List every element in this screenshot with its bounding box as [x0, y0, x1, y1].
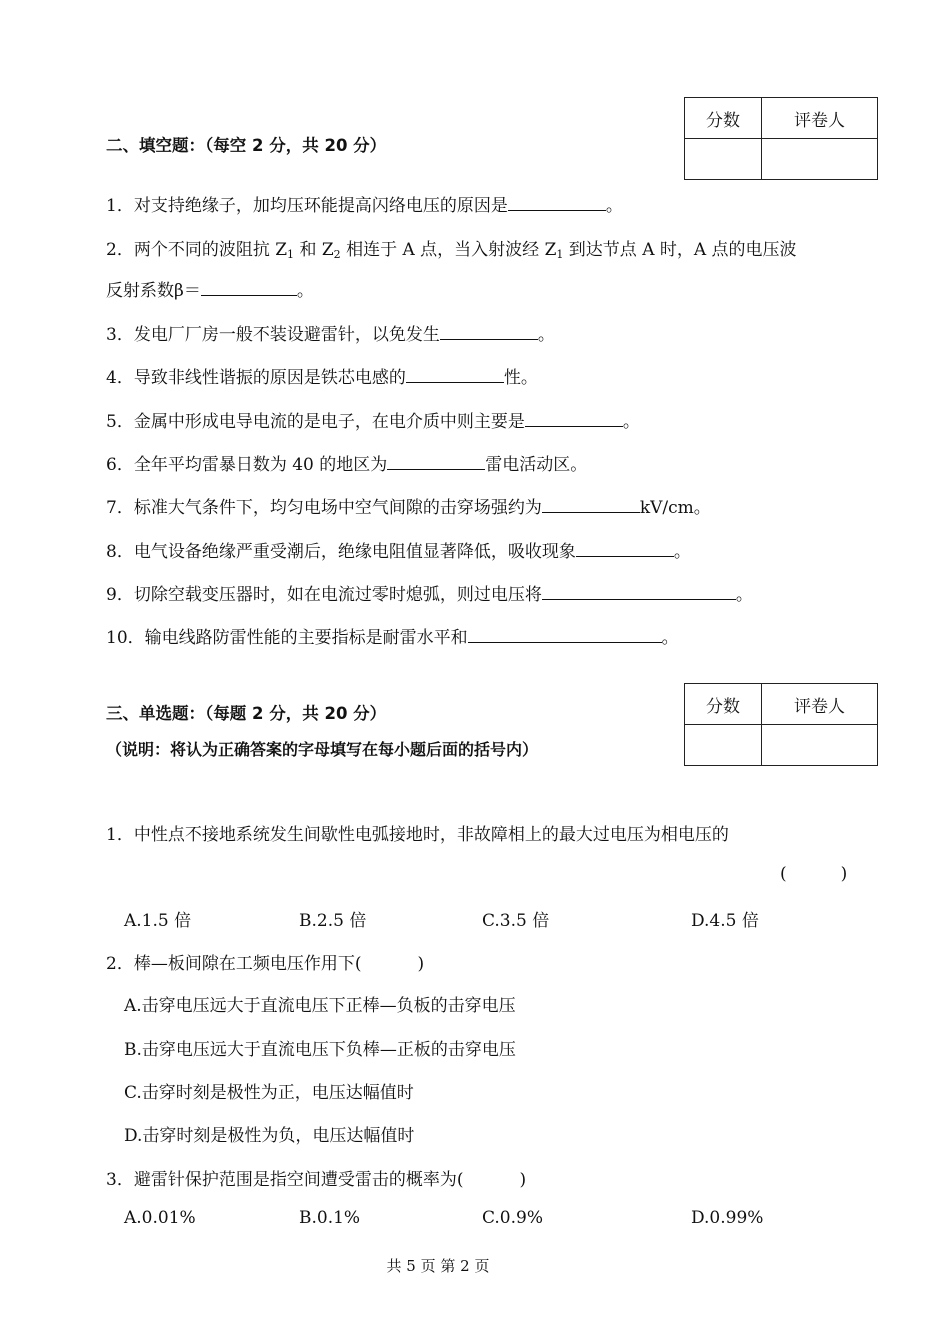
- fill-question-10: 10．输电线路防雷性能的主要指标是耐雷水平和 。: [106, 628, 679, 648]
- q1-option-d[interactable]: D.4.5 倍: [691, 911, 759, 931]
- q1-option-b[interactable]: B.2.5 倍: [299, 911, 367, 931]
- grader-header: 评卷人: [762, 684, 878, 725]
- q3-option-b[interactable]: B.0.1%: [299, 1208, 361, 1228]
- answer-blank[interactable]: [508, 196, 606, 211]
- score-header: 分数: [685, 98, 762, 139]
- answer-blank[interactable]: [468, 628, 662, 643]
- answer-blank[interactable]: [440, 325, 538, 340]
- answer-parentheses[interactable]: ( ): [780, 864, 848, 884]
- fill-question-2-line2: 反射系数β＝ 。: [106, 281, 314, 301]
- q1-option-c[interactable]: C.3.5 倍: [482, 911, 550, 931]
- answer-blank[interactable]: [406, 368, 504, 383]
- answer-blank[interactable]: [542, 498, 640, 513]
- fill-question-8: 8．电气设备绝缘严重受潮后，绝缘电阻值显著降低，吸收现象 。: [106, 542, 691, 562]
- grader-cell[interactable]: [762, 725, 878, 766]
- fill-question-6: 6．全年平均雷暴日数为 40 的地区为 雷电活动区。: [106, 455, 588, 475]
- answer-blank[interactable]: [201, 281, 297, 296]
- grader-cell[interactable]: [762, 139, 878, 180]
- grader-header: 评卷人: [762, 98, 878, 139]
- q2-option-a[interactable]: A.击穿电压远大于直流电压下正棒—负板的击穿电压: [124, 996, 516, 1016]
- section3-score-box: [684, 683, 878, 766]
- q2-option-c[interactable]: C.击穿时刻是极性为正，电压达幅值时: [124, 1083, 414, 1103]
- fill-question-5: 5．金属中形成电导电流的是电子，在电介质中则主要是 。: [106, 412, 640, 432]
- page-footer: 共 5 页 第 2 页: [386, 1257, 490, 1275]
- answer-blank[interactable]: [387, 455, 485, 470]
- answer-blank[interactable]: [576, 542, 674, 557]
- section3-title: 三、单选题：（每题 2 分，共 20 分）: [106, 704, 387, 723]
- score-cell[interactable]: [685, 725, 762, 766]
- q2-option-d[interactable]: D.击穿时刻是极性为负，电压达幅值时: [124, 1126, 415, 1146]
- answer-blank[interactable]: [525, 412, 623, 427]
- score-cell[interactable]: [685, 139, 762, 180]
- fill-question-3: 3．发电厂厂房一般不装设避雷针，以免发生 。: [106, 325, 555, 345]
- q1-option-a[interactable]: A.1.5 倍: [124, 911, 192, 931]
- choice-question-3: 3．避雷针保护范围是指空间遭受雷击的概率为( ): [106, 1170, 527, 1190]
- q3-option-d[interactable]: D.0.99%: [691, 1208, 764, 1228]
- section3-note: （说明：将认为正确答案的字母填写在每小题后面的括号内）: [106, 740, 539, 759]
- fill-question-4: 4．导致非线性谐振的原因是铁芯电感的 性。: [106, 368, 538, 388]
- fill-question-7: 7．标准大气条件下，均匀电场中空气间隙的击穿场强约为 kV/cm。: [106, 498, 711, 518]
- fill-question-9: 9．切除空载变压器时，如在电流过零时熄弧，则过电压将 。: [106, 585, 753, 605]
- q3-option-a[interactable]: A.0.01%: [124, 1208, 196, 1228]
- section2-title: 二、填空题：（每空 2 分，共 20 分）: [106, 136, 387, 155]
- section2-score-box: [684, 97, 878, 180]
- q2-option-b[interactable]: B.击穿电压远大于直流电压下负棒—正板的击穿电压: [124, 1040, 516, 1060]
- answer-blank[interactable]: [542, 585, 736, 600]
- fill-question-2-line1: 2．两个不同的波阻抗 $Z_1$ 和 $Z_2$ 相连于 A 点，当入射波经 $Z_1$ 到达节点 A 时，A 点的电压波: [106, 240, 797, 261]
- choice-question-1: 1．中性点不接地系统发生间歇性电弧接地时，非故障相上的最大过电压为相电压的: [106, 825, 729, 845]
- choice-question-2: 2．棒—板间隙在工频电压作用下( ): [106, 954, 425, 974]
- fill-question-1: 1．对支持绝缘子，加均压环能提高闪络电压的原因是 。: [106, 196, 623, 216]
- q3-option-c[interactable]: C.0.9%: [482, 1208, 543, 1228]
- score-header: 分数: [685, 684, 762, 725]
